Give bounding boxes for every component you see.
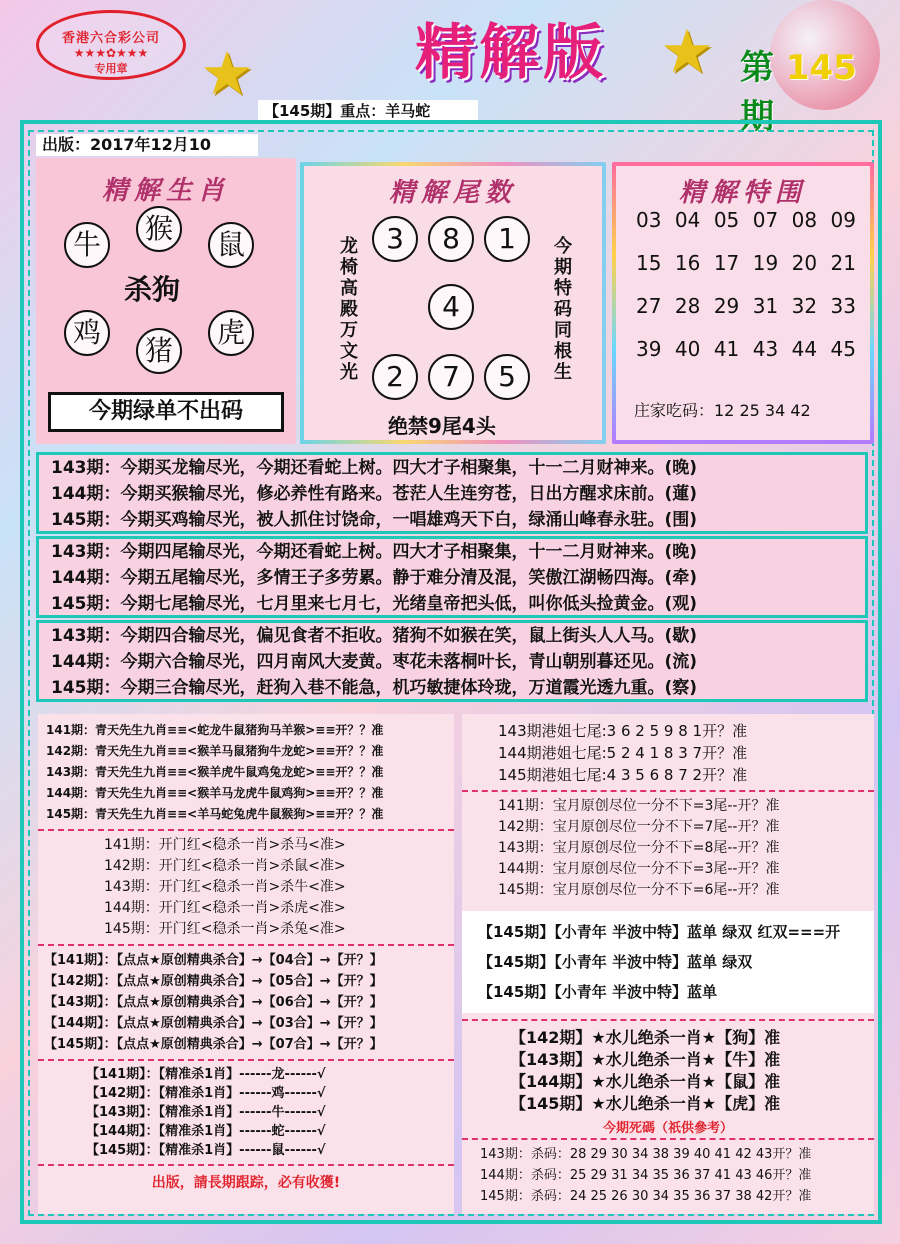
poem-line: 145期：今期七尾输尽光，七月里来七月七，光绪皇帝把头低，叫你低头捡黄金。(观) [51,594,698,614]
baoyue-line: 144期：宝月原创尽位一分不下=3尾--开？准 [498,861,780,877]
bobo-section [462,911,874,1013]
tema-title: 精解特围 [678,178,807,208]
poem-line: 144期：今期五尾输尽光，多情王子多劳累。静于难分清及混，笑傲江湖畅四海。(牵) [51,568,698,588]
baoyue-section [462,796,874,901]
kaimen-line: 145期：开门红<稳杀一肖>杀兔<准> [104,921,346,937]
star-icon: ★ [660,17,714,87]
bobo-line: 【145期】【小青年 半波中特】蓝单 [478,983,718,1001]
animal-circle: 牛 [64,222,110,268]
poem-line: 143期：今期四合输尽光，偏见食者不拒收。猪狗不如猴在笑，鼠上街头人人马。(歇) [51,626,698,646]
baoyue-line: 143期：宝月原创尽位一分不下=8尾--开？准 [498,840,780,856]
jingzhun-line: 【144期】：【精准杀1肖】------蛇------√ [86,1124,326,1139]
shuier-line: 【144期】★水儿绝杀一肖★【鼠】准 [510,1072,781,1091]
kaimen-line: 143期：开门红<稳杀一肖>杀牛<准> [104,879,346,895]
weishu-bottom: 绝禁9尾4头 [388,414,496,438]
poem-line: 145期：今期三合输尽光，赶狗入巷不能急，机巧敏捷体玲珑，万道霞光透九重。(察) [51,678,698,698]
tema-number: 29 [713,294,740,318]
tema-row [636,208,856,233]
baoyue-line: 141期：宝月原创尽位一分不下=3尾--开？准 [498,798,780,814]
jingzhun-line: 【142期】：【精准杀1肖】------鸡------√ [86,1086,326,1101]
baoyue-line: 142期：宝月原创尽位一分不下=7尾--开？准 [498,819,780,835]
kaimen-line: 144期：开门红<稳杀一肖>杀虎<准> [104,900,346,916]
shahe-section [38,950,454,1055]
tema-number: 07 [752,208,779,232]
jingzhun-line: 【145期】：【精准杀1肖】------鼠------√ [86,1143,326,1158]
jingzhun-line: 【143期】：【精准杀1肖】------牛------√ [86,1105,326,1120]
shahe-line: 【141期】：【点点★原创精典杀合】→【04合】→【开？】 [44,953,383,968]
tema-number: 08 [791,208,818,232]
jiuxiao-line: 141期：青天先生九肖≡≡<蛇龙牛鼠猪狗马羊猴>≡≡开？？准 [46,723,384,737]
lower-left-panel [38,714,454,1214]
qiwei-line: 145期港姐七尾:4 3 5 6 8 7 2开？准 [498,766,748,784]
issue-suffix: 期 [740,97,774,137]
poem-block-heshu [36,620,868,702]
kill-animal: 杀狗 [124,273,181,306]
star-icon: ★ [200,39,254,109]
tail-number: 8 [428,216,474,262]
divider [38,1059,454,1061]
divider [462,1138,874,1140]
lower-right-panel [462,714,874,1214]
tema-number: 33 [830,294,856,318]
zhuangjia-line: 庄家吃码：12 25 34 42 [634,401,811,420]
animal-circle: 虎 [208,310,254,356]
tema-number: 41 [713,337,740,361]
tema-number: 28 [674,294,701,318]
shuier-line: 【142期】★水儿绝杀一肖★【狗】准 [510,1028,781,1047]
animal-circle: 鼠 [208,222,254,268]
shuier-line: 【143期】★水儿绝杀一肖★【牛】准 [510,1050,781,1069]
shama-line: 145期：杀码：24 25 26 30 34 35 36 37 38 42开？准 [480,1189,812,1204]
tema-number: 32 [791,294,818,318]
poem-line: 145期：今期买鸡输尽光，被人抓住讨饶命，一唱雄鸡天下白，绿涌山峰春永驻。(围) [51,510,698,530]
shuier-line: 【145期】★水儿绝杀一肖★【虎】准 [510,1094,781,1113]
tema-number: 40 [674,337,701,361]
tail-number: 3 [372,216,418,262]
tema-number: 15 [636,251,662,275]
divider [462,1019,874,1021]
tema-number: 21 [830,251,856,275]
animal-circle: 猴 [136,206,182,252]
shama-line: 143期：杀码：28 29 30 34 38 39 40 41 42 43开？准 [480,1147,812,1162]
publish-date: 出版：2017年12月10 [36,134,258,156]
shahe-line: 【143期】：【点点★原创精典杀合】→【06合】→【开？】 [44,995,383,1010]
tema-row [636,337,856,362]
tema-number: 03 [636,208,662,232]
issue-number: 145 [785,48,857,88]
company-seal [36,10,186,80]
tema-number: 19 [752,251,779,275]
tema-row [636,294,856,319]
poem-line: 144期：今期买猴输尽光，修必养性有路来。苍茫人生连穷苍，日出方醒求床前。(蓮) [51,484,698,504]
qiwei-section [462,714,874,786]
tema-number: 39 [636,337,662,361]
kaimen-section [38,835,454,940]
poem-line: 144期：今期六合输尽光，四月南风大麦黄。枣花未落桐叶长，青山朝别暮还见。(流) [51,652,698,672]
seal-stars: ★★★✿★★★ [73,46,149,60]
bobo-line: 【145期】【小青年 半波中特】蓝单 绿双 红双===开 [478,923,841,941]
focus-line: 【145期】重点：羊马蛇 [258,100,478,122]
tema-number: 05 [713,208,740,232]
qiwei-line: 143期港姐七尾:3 6 2 5 9 8 1开？准 [498,722,748,740]
kaimen-line: 142期：开门红<稳杀一肖>杀鼠<准> [104,858,346,874]
jingzhun-section [38,1065,454,1160]
jiuxiao-line: 145期：青天先生九肖≡≡<羊马蛇兔虎牛鼠猴狗>≡≡开？？准 [46,807,384,821]
jiuxiao-line: 144期：青天先生九肖≡≡<猴羊马龙虎牛鼠鸡狗>≡≡开？？准 [46,786,384,800]
shuier-section [462,1027,874,1115]
shahe-line: 【144期】：【点点★原创精典杀合】→【03合】→【开？】 [44,1016,383,1031]
tema-number: 27 [636,294,662,318]
shama-section [462,1144,874,1207]
shahe-line: 【142期】：【点点★原创精典杀合】→【05合】→【开？】 [44,974,383,989]
green-note: 今期绿单不出码 [48,392,284,432]
weishu-left-verse: 龙椅高殿万文光 [340,236,358,383]
tail-number: 2 [372,354,418,400]
poem-block-weishu [36,536,868,618]
seal-line2: 专用章 [94,62,128,75]
animal-circle: 鸡 [64,310,110,356]
tema-number: 31 [752,294,779,318]
footer-note: 出版，請長期跟踪，必有收獲! [151,1175,341,1191]
jiuxiao-line: 142期：青天先生九肖≡≡<猴羊马鼠猪狗牛龙蛇>≡≡开？？准 [46,744,384,758]
tema-number: 04 [674,208,701,232]
dead-code-title: 今期死碼（祇供參考） [602,1121,733,1136]
tail-number: 4 [428,284,474,330]
seal-line1: 香港六合彩公司 [61,31,160,46]
shama-line: 144期：杀码：25 29 31 34 35 36 37 41 43 46开？准 [480,1168,812,1183]
baoyue-line: 145期：宝月原创尽位一分不下=6尾--开？准 [498,882,780,898]
page-title: 精解版 [415,18,607,88]
tema-number: 44 [791,337,818,361]
poem-line: 143期：今期买龙输尽光，今期还看蛇上树。四大才子相聚集，十一二月财神来。(晚) [51,458,698,478]
divider [38,944,454,946]
weishu-box [300,162,606,444]
tema-box [612,162,874,444]
divider [462,790,874,792]
tema-number: 20 [791,251,818,275]
shahe-line: 【145期】：【点点★原创精典杀合】→【07合】→【开？】 [44,1037,383,1052]
weishu-title: 精解尾数 [388,178,517,208]
weishu-right-verse: 今期特码同根生 [554,236,572,383]
tema-grid [636,208,856,380]
tail-number: 5 [484,354,530,400]
tema-number: 45 [830,337,856,361]
tema-number: 43 [752,337,779,361]
qiwei-line: 144期港姐七尾:5 2 4 1 8 3 7开？准 [498,744,748,762]
jingzhun-line: 【141期】：【精准杀1肖】------龙------√ [86,1067,326,1082]
kaimen-line: 141期：开门红<稳杀一肖>杀马<准> [104,837,346,853]
shengxiao-title: 精解生肖 [101,176,230,206]
tema-row [636,251,856,276]
jiuxiao-line: 143期：青天先生九肖≡≡<猴羊虎牛鼠鸡兔龙蛇>≡≡开？？准 [46,765,384,779]
tema-number: 16 [674,251,701,275]
animal-circle: 猪 [136,328,182,374]
divider [38,1164,454,1166]
tail-number: 7 [428,354,474,400]
poem-line: 143期：今期四尾输尽光，今期还看蛇上树。四大才子相聚集，十一二月财神来。(晚) [51,542,698,562]
tema-number: 09 [830,208,856,232]
tail-number: 1 [484,216,530,262]
bobo-line: 【145期】【小青年 半波中特】蓝单 绿双 [478,953,753,971]
jiuxiao-section [38,714,454,825]
divider [38,829,454,831]
tema-number: 17 [713,251,740,275]
poem-block-shengxiao [36,452,868,534]
issue-prefix: 第 [740,48,774,88]
